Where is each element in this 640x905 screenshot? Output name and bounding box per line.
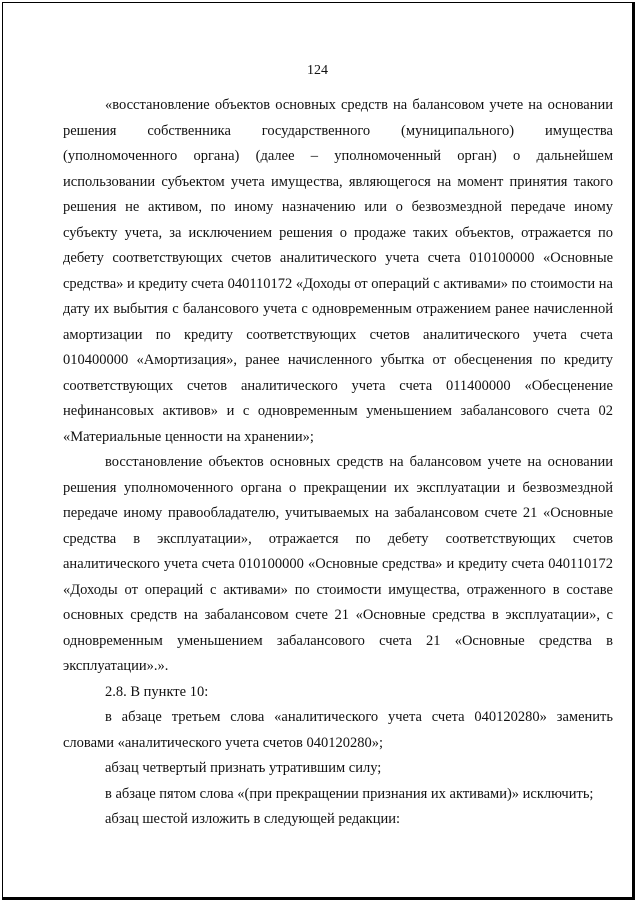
paragraph-section-2-8: 2.8. В пункте 10: — [105, 683, 209, 700]
paragraph-abzac-third: в абзаце третьем слова «аналитического учета счета 040120280» заменить словами «аналитического учета счетов 040120280»; — [63, 709, 613, 751]
paragraph-restoration-offbalance: восстановление объектов основных средств на балансовом учете на основании решения уполномоченного органа о прекращении их эксплуатации и безвозмездной передаче иному правообладателю, учитываемых на забалансовом счете 21 «Основные средства в эксплуатации», отражается по дебету соответствующих счетов аналитического учета счета 010100000 «Основные средства» и кредиту счета 040110172 «Доходы от операций с активами» по стоимости имущества, отраженного в составе основных средств на забалансовом счете 21 «Основные средства в эксплуатации», с одновременным уменьшением забалансового счета 21 «Основные средства в эксплуатации».». — [63, 454, 613, 674]
paragraph-abzac-fifth: в абзаце пятом слова «(при прекращении признания их активами)» исключить; — [105, 785, 594, 802]
page-number: 124 — [307, 63, 328, 78]
document-page — [2, 2, 635, 900]
paragraph-restoration-owner-decision: «восстановление объектов основных средств на балансовом учете на основании решения собственника государственного (муниципального) имущества (уполномоченного органа) (далее – уполномоченный орган) о дальнейшем использовании субъектом учета имущества, являющегося на момент принятия такого решения не активом, по иному назначению или о безвозмездной передаче иному субъекту учета, за исключением решения о продаже таких объектов, отражается по дебету соответствующих счетов аналитического учета счета 010100000 «Основные средства» и кредиту счета 040110172 «Доходы от операций с активами» по стоимости на дату их выбытия с балансового учета с одновременным отражением ранее начисленной амортизации по кредиту соответствующих счетов аналитического учета счета 010400000 «Амортизация», ранее начисленного убытка от обесценения по кредиту соответствующих счетов аналитического учета счета 011400000 «Обесценение нефинансовых активов» и с одновременным уменьшением забалансового счета 02 «Материальные ценности на хранении»; — [63, 97, 613, 445]
paragraph-abzac-sixth: абзац шестой изложить в следующей редакции: — [105, 811, 400, 827]
paragraph-abzac-fourth: абзац четвертый признать утратившим силу; — [105, 760, 382, 776]
document-body — [63, 93, 613, 833]
